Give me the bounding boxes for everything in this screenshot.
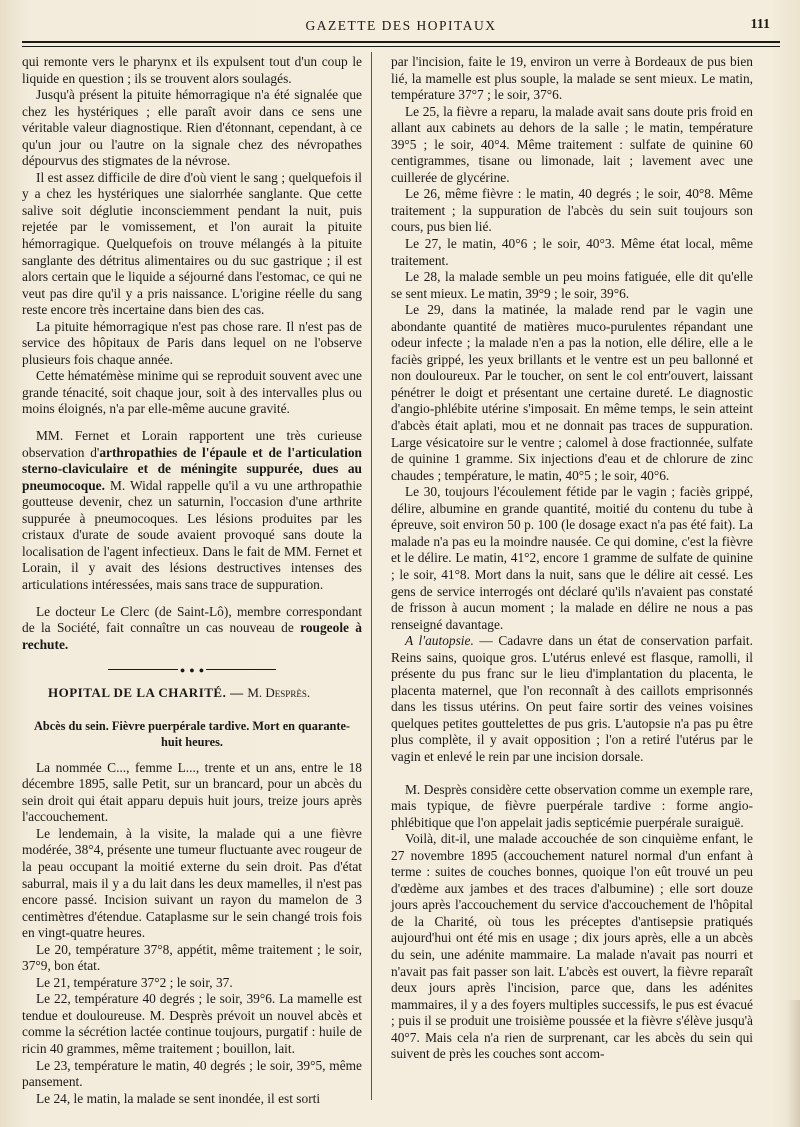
- paragraph: Le 23, température le matin, 40 degrés ; le soir, 39°5, même pansement.: [22, 1057, 362, 1090]
- spacer: [22, 702, 362, 718]
- section-title: HOPITAL DE LA CHARITÉ. —: [48, 685, 248, 701]
- text-run: MM. Fernet et Lorain rapportent une très curieuse observation d': [22, 428, 362, 460]
- paragraph: Le 26, même fièvre : le matin, 40 degrés ; le soir, 40°8. Même traitement ; la suppuration de l'abcès du sein suit toujours son cours, pus bien lié.: [391, 186, 753, 235]
- page-edge-stain: [786, 1000, 800, 1127]
- paragraph: La pituite hémorragique n'est pas chose rare. Il n'est pas de service des hôpitaux de Paris dans lequel on ne l'observe plusieurs fois chaque année.: [22, 318, 362, 367]
- paragraph: Le 21, température 37°2 ; le soir, 37.: [36, 974, 233, 990]
- paragraph: Le 24, le matin, la malade se sent inondée, il est sorti: [36, 1090, 321, 1106]
- column-divider: [371, 52, 372, 1100]
- section-author: M. Desprès.: [247, 685, 311, 701]
- text-run: — Cadavre dans un état de conservation parfait. Reins sains, quoique gros. L'utérus enlevé est flasque, ramolli, il présente du pus franc sur le lieu d'implantation du placenta, le placenta maternel, que l'on reconnaît à des caillots emprisonnés dans les tissus utérins. On peut faire sortir des veines voisines quelques petites gouttelettes de pus gris. L'autopsie n'a pas pu être plus complète, il y avait opposition ; l'on a retiré l'utérus par le vagin et enlevé le rein par une incision dorsale.: [391, 633, 753, 764]
- page-header: [26, 14, 776, 38]
- paragraph: Cette hématémèse minime qui se reproduit souvent avec une grande ténacité, soit chaque jour, soit à des intervalles plus ou moins éloignés, n'a par elle-même aucune gravité.: [22, 368, 362, 417]
- paragraph: Voilà, dit-il, une malade accouchée de son cinquième enfant, le 27 novembre 1895 (accouchement naturel normal d'un enfant à terme : suites de couches bonnes, quoique l'on eût trouvé un peu d'œdème aux jambes et des traces d'albumine) ; elle sort douze jours après l'accouchement du service d'accouchement de l'hôpital de la Charité, où tous les préceptes d'antisepsie pratiqués aujourd'hui ont été mis en usage ; dix jours après, elle a un abcès du sein, une adénite mammaire. La malade n'avait pas nourri et n'avait pas fait passer son lait. L'abcès est ouvert, la fièvre reparaît deux jours après l'incision, parce que, dans les adénites mammaires, il y a des foyers multiples successifs, le pus est évacué ; puis il se produit une troisième poussée et la fièvre s'élève jusqu'à 40°7. Mais cela n'a rien de surprenant, car les abcès du sein qui suivent de près les couches sont accom-: [391, 831, 753, 1062]
- paragraph: M. Desprès considère cette observation comme un exemple rare, mais typique, de fièvre puerpérale tardive : forme angio-phlébitique que l'on appelait jadis septicémie puerpérale suraiguë.: [391, 781, 753, 830]
- paragraph-autopsy: [391, 633, 753, 765]
- paragraph: Jusqu'à présent la pituite hémorragique n'a été signalée que chez les hystériques ; elle paraît avoir dans ce sens une véritable valeur diagnostique. Rien d'étonnant, cependant, à ce qu'un jour ou l'autre on la signale chez des névropathes dépourvus des stigmates de la névrose.: [22, 87, 362, 169]
- paragraph: La nommée C..., femme L..., trente et un ans, entre le 18 décembre 1895, salle Petit, sur un brancard, pour un abcès du sein droit qui était apparu depuis huit jours, treize jours après l'accouchement.: [22, 759, 362, 825]
- running-title: GAZETTE DES HOPITAUX: [305, 18, 497, 33]
- paragraph: Le 29, dans la matinée, la malade rend par le vagin une abondante quantité de matières muco-purulentes répandant une odeur infecte ; la malade n'en a pas la notion, elle délire, elle a le faciès grippé, les yeux brillants et le ventre est un peu ballonné et non douloureux. Par le toucher, on sent le col entr'ouvert, laissant pénétrer le doigt et présentant une certaine dureté. Le diagnostic d'angio-phlébite utérine s'imposait. En même temps, le sein atteint d'abcès était aplati, mou et ne donnait pas traces de suppuration. Large vésicatoire sur le ventre ; calomel à dose fractionnée, sulfate de quinine 1 gramme. Six injections d'eau et de chlorure de zinc chaudes ; température, le matin, 40°5 ; le soir, 40°6.: [391, 302, 753, 483]
- ornament-divider: ● ● ●: [22, 661, 362, 673]
- article-subheading: Abcès du sein. Fièvre puerpérale tardive. Mort en quarante-huit heures.: [33, 718, 351, 749]
- paragraph: par l'incision, faite le 19, environ un verre à Bordeaux de pus bien lié, la mamelle est plus souple, la malade se sent mieux. Le matin, température 37°7 ; le soir, 37°6.: [391, 54, 753, 103]
- paragraph-fernet-lorain: [22, 428, 362, 593]
- spacer: [22, 594, 362, 604]
- bold-topic: rougeole à rechute.: [22, 620, 363, 652]
- paragraph: Le 27, le matin, 40°6 ; le soir, 40°3. Même état local, même traitement.: [391, 236, 753, 268]
- text-run: Le docteur Le Clerc (de Saint-Lô), membre correspondant de la Société, fait connaître un cas nouveau de: [22, 603, 362, 636]
- header-rule-thick: [22, 41, 780, 43]
- spacer: [22, 418, 362, 428]
- left-column: [22, 54, 362, 1107]
- spacer: [391, 766, 753, 782]
- paragraph: Il est assez difficile de dire d'où vient le sang ; quelquefois il y a chez les hystériques une sialorrhée sanglante. Que cette salive soit déglutie inconsciemment pendant la nuit, puis rejetée par le vomissement, et l'on aurait la pituite hémorragique. Quelquefois on trouve mélangés à la pituite sanglante des détritus alimentaires ou du suc gastrique ; il est alors certain que le liquide a séjourné dans l'estomac, ce qui ne veut pas dire qu'il y a pris naissance. L'origine réelle du sang reste encore très incertaine dans bien des cas.: [22, 169, 362, 318]
- paragraph-le-clerc: [22, 604, 362, 654]
- paragraph: Le 30, toujours l'écoulement fétide par le vagin ; faciès grippé, délire, albumine en grande quantité, moitié du contenu du tube à épreuve, soit environ 50 p. 100 (le dosage exact n'a pas été fait). La malade n'a pas eu la moindre nausée. Ce qui domine, c'est la fièvre et le délire. Le matin, 41°2, encore 1 gramme de sulfate de quinine ; le soir, 41°8. Mort dans la nuit, sans que le délire ait cessé. Les gens de service interrogés ont déclaré qu'ils n'avaient pas constaté de frisson à aucun moment ; la malade en délire ne nous a pas renseigné davantage.: [391, 484, 753, 632]
- paragraph: Le 22, température 40 degrés ; le soir, 39°6. La mamelle est tendue et douloureuse. M. Desprès prévoit un nouvel abcès et comme la sécrétion lactée continue toujours, purgatif : huile de ricin 40 grammes, même traitement ; bouillon, lait.: [22, 991, 362, 1056]
- right-column: [391, 54, 753, 1063]
- paragraph: Le lendemain, à la visite, la malade qui a une fièvre modérée, 38°4, présente une tumeur fluctuante avec rougeur de la peau occupant la moitié externe du sein droit. Pas d'état saburral, mais il y a du lait dans les deux mamelles, il n'est pas encore passé. Incision suivant un rayon du mamelon de 3 centimètres d'étendue. Cataplasme sur le sein changé trois fois en vingt-quatre heures.: [22, 825, 362, 941]
- page-number: 111: [750, 17, 770, 32]
- italic-lead: A l'autopsie.: [405, 633, 474, 649]
- text-run: M. Widal rappelle qu'il a vu une arthropathie goutteuse devenir, chez un saturnin, l'occasion d'une arthrite suppurée à pneumocoques. Les lésions produites par les cristaux d'urate de soude avaient provoqué sans doute la localisation de l'agent infectieux. Dans le fait de MM. Fernet et Lorain, il y avait des lésions destructives intenses des articulations intéressées, mais sans trace de suppuration.: [22, 477, 362, 592]
- section-heading: [22, 685, 362, 702]
- paragraph: Le 20, température 37°8, appétit, même traitement ; le soir, 37°9, bon état.: [22, 941, 362, 974]
- bold-topic: arthropathies de l'épaule et de l'articulation sterno-claviculaire et de méningite suppurée, dues au pneumocoque.: [22, 444, 362, 493]
- paragraph: qui remonte vers le pharynx et ils expulsent tout d'un coup le liquide en question ; ils se trouvent alors soulagés.: [22, 54, 362, 86]
- paragraph: Le 28, la malade semble un peu moins fatiguée, elle dit qu'elle se sent mieux. Le matin, 39°9 ; le soir, 39°6.: [391, 269, 753, 301]
- paragraph: Le 25, la fièvre a reparu, la malade avait sans doute pris froid en allant aux cabinets au dehors de la salle ; le matin, température 39°5 ; le soir, 40°4. Même traitement : sulfate de quinine 60 centigrammes, tisane ou limonade, lait ; lavement avec une cuillerée de glycérine.: [391, 103, 753, 185]
- header-rule-thin: [22, 46, 780, 47]
- spacer: [22, 750, 362, 760]
